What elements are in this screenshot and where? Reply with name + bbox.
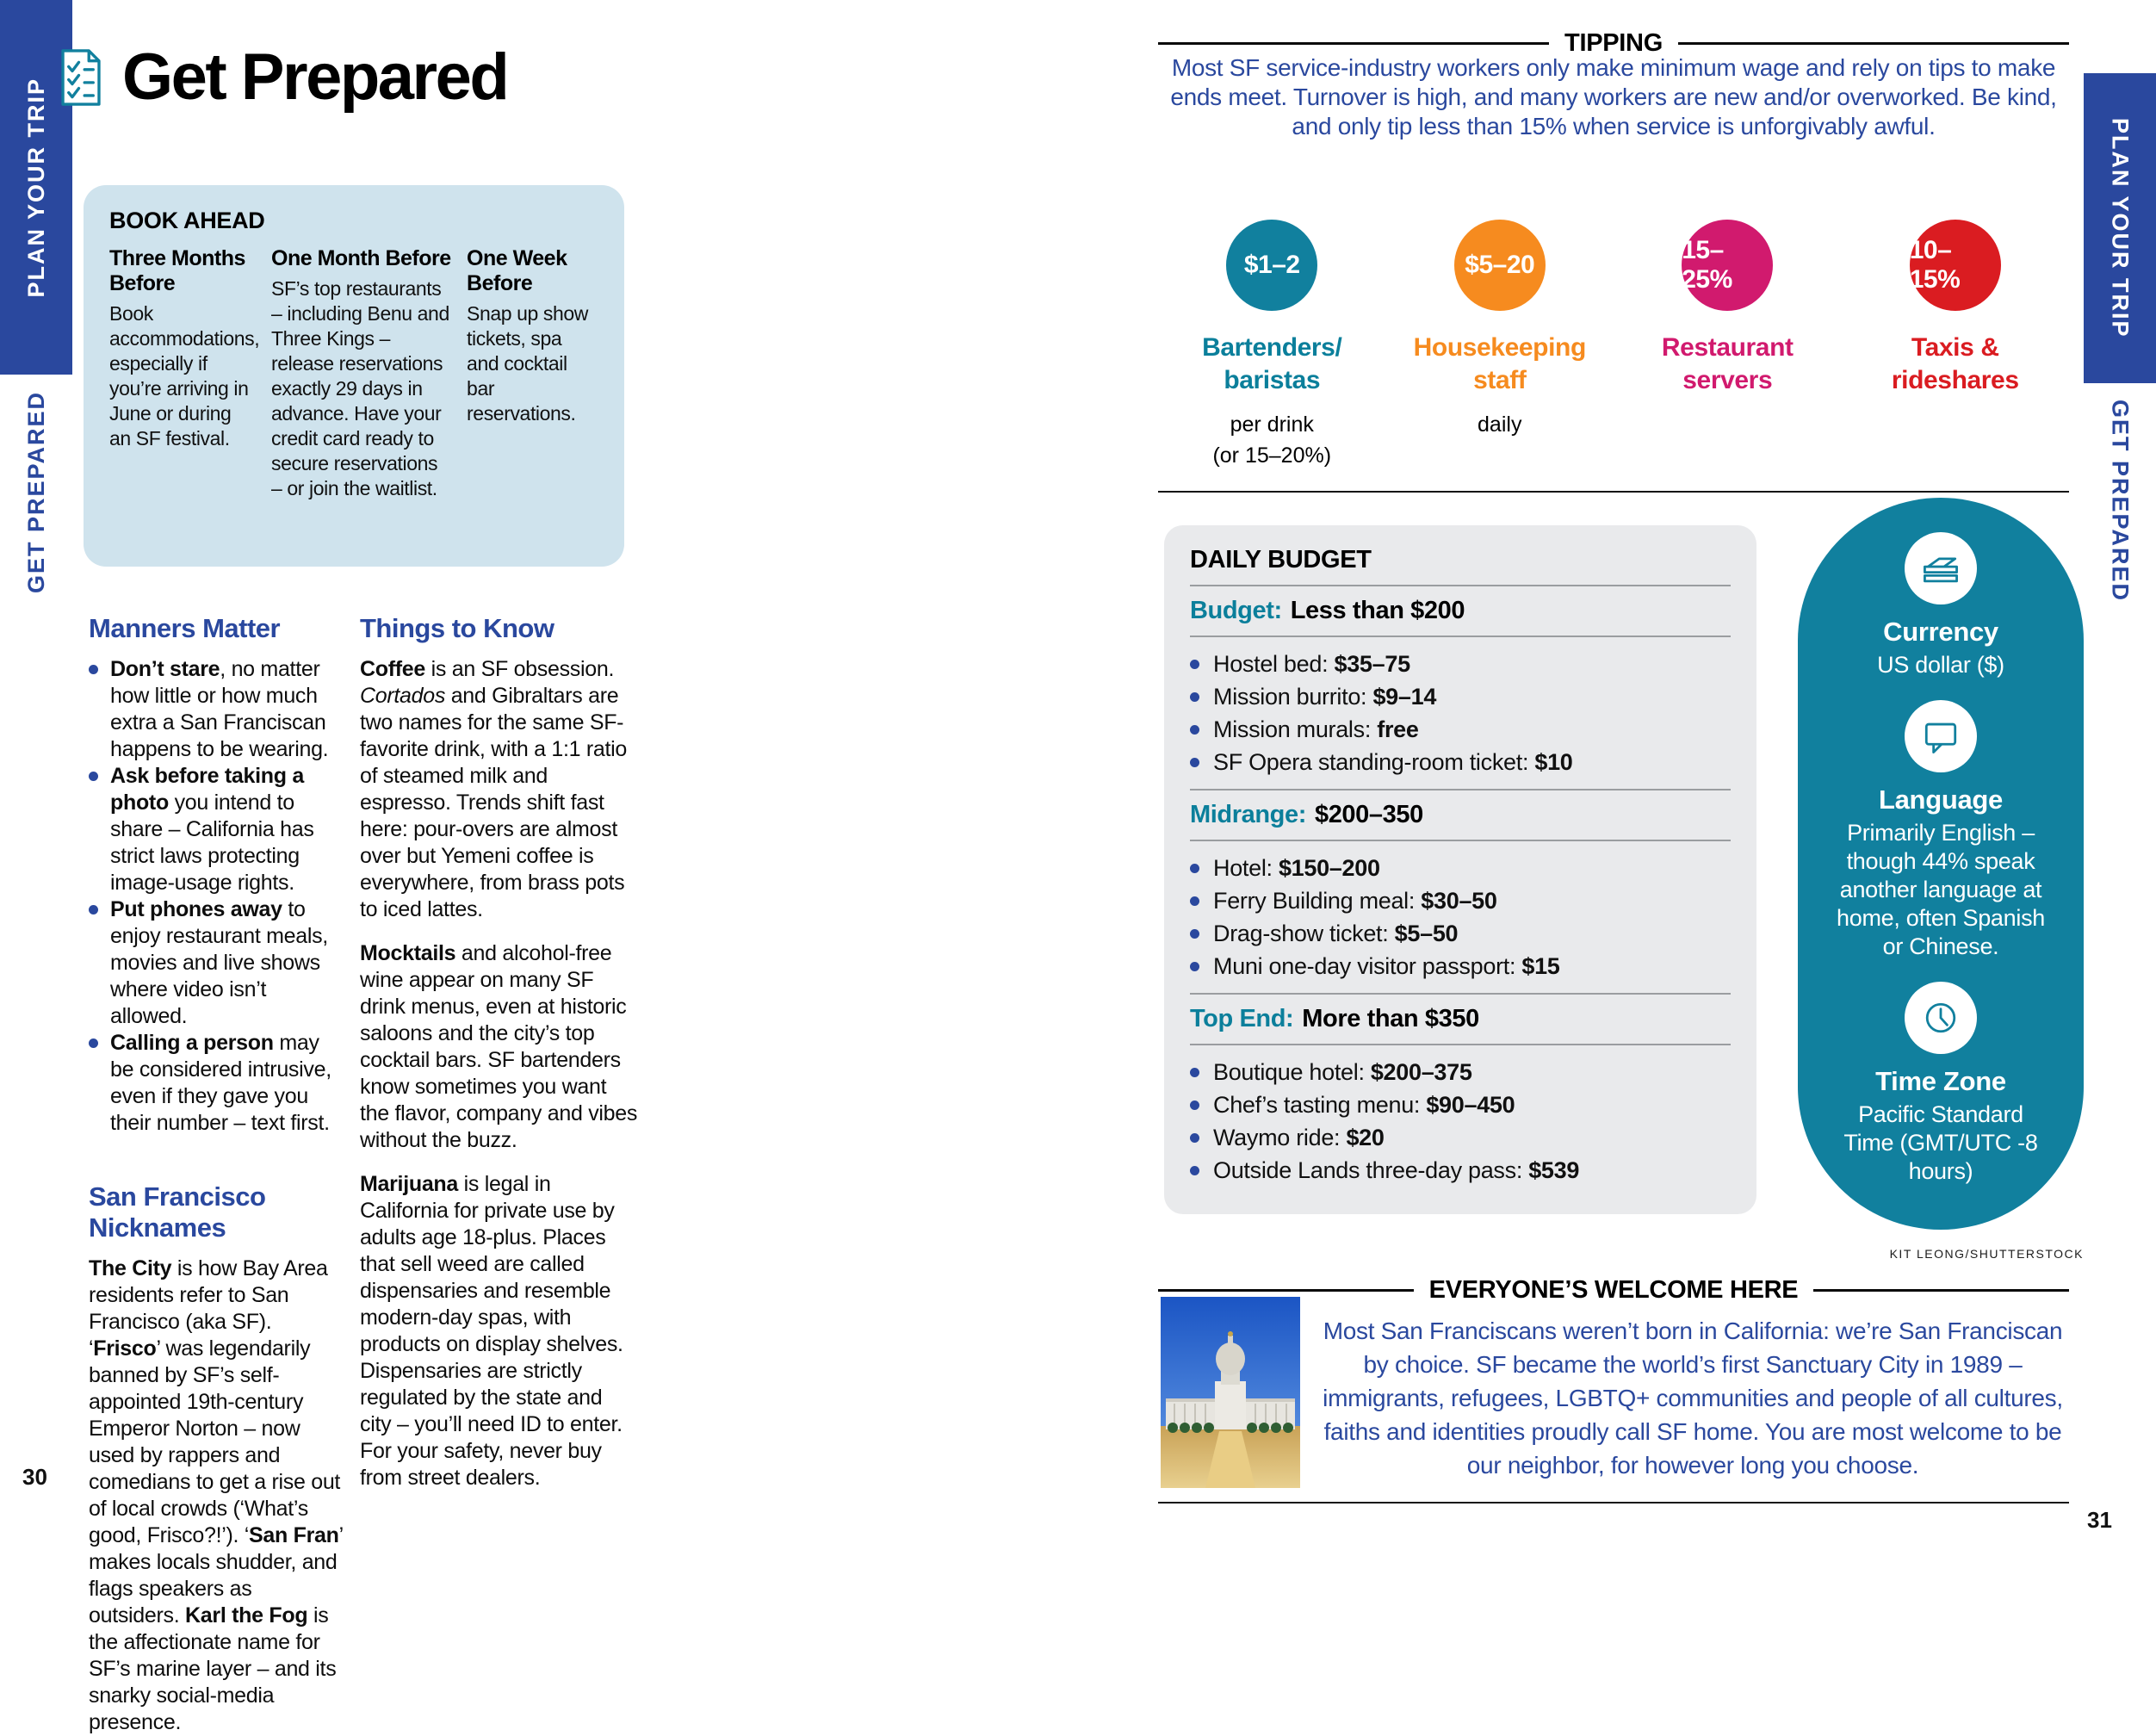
left-section-label: GET PREPARED [22, 391, 49, 594]
speech-bubble-icon [1905, 700, 1977, 772]
bullet-dot [1190, 758, 1199, 767]
book-ahead-col-three-months: Three Months Before Book accommodations, especially if you’re arriving in June or during an SF festival. [109, 246, 260, 450]
list-item: Put phones away to enjoy restaurant meals, movies and live shows where video isn’t allowed. [89, 896, 347, 1030]
rule-line [1813, 1289, 2069, 1292]
tip-label: Taxis & rideshares [1891, 333, 2019, 394]
quick-facts-capsule [1798, 498, 2084, 1230]
daily-budget-title: DAILY BUDGET [1190, 546, 1372, 574]
budget-item: SF Opera standing-room ticket: $10 [1190, 746, 1731, 778]
book-ahead-panel [84, 185, 624, 567]
budget-tier-heading: Top End: More than $350 [1190, 1005, 1479, 1032]
tip-amount-badge: $5–20 [1454, 220, 1546, 311]
divider-line [1190, 636, 1731, 637]
welcome-title: EVERYONE’S WELCOME HERE [1428, 1276, 1799, 1304]
fact-timezone: Time Zone Pacific Standard Time (GMT/UTC -8 hours) [1837, 982, 2044, 1186]
tip-note: daily [1478, 412, 1522, 437]
rule-line [1158, 1289, 1414, 1292]
tip-amount-badge: 15–25% [1682, 220, 1773, 311]
nicknames-paragraph: The City is how Bay Area residents refer to San Francisco (aka SF). ‘Frisco’ was legendarily banned by SF’s self-appointed 19th-century Emperor Norton – now used by rappers and comedians to get a rise out of local crowds (‘What’s good, Frisco?!’). ‘San Fran’ makes locals shudder, and flags speakers as outsiders. Karl the Fog is the affectionate name for SF’s marine layer – and its snarky social-media presence. [89, 1256, 343, 1734]
bullet-dot [1190, 1133, 1199, 1143]
manners-column [89, 613, 347, 1736]
bullet-dot [1190, 864, 1199, 873]
welcome-paragraph: Most San Franciscans weren’t born in California: we’re San Franciscan by choice. SF became the world’s first Sanctuary City in 1989 – immigrants, refugees, LGBTQ+ communities and people of all cultures, faiths and identities proudly call SF home. You are most welcome to be our neighbor, for however long you choose. [1323, 1318, 2063, 1479]
tip-restaurant [1614, 220, 1842, 471]
budget-item: Outside Lands three-day pass: $539 [1190, 1154, 1731, 1187]
budget-item: Muni one-day visitor passport: $15 [1190, 950, 1731, 983]
list-item: Don’t stare, no matter how little or how much extra a San Franciscan happens to be wearing. [89, 656, 347, 763]
fact-currency: Currency US dollar ($) [1877, 532, 2004, 679]
bullet-dot [1190, 962, 1199, 971]
right-tab-label: PLAN YOUR TRIP [2107, 118, 2134, 338]
tip-note: per drink (or 15–20%) [1212, 412, 1332, 468]
divider-line [1158, 491, 2069, 493]
divider-line [1190, 789, 1731, 790]
things-heading: Things to Know [360, 613, 554, 643]
banknotes-icon [1905, 532, 1977, 604]
tip-amount-badge: 10–15% [1910, 220, 2001, 311]
page-title-row [59, 40, 507, 115]
tipping-intro: Most SF service-industry workers only make minimum wage and rely on tips to make ends meet. Turnover is high, and many workers are new and/or overworked. Be kind, and only tip less than 15% when service is unforgivably awful. [1170, 54, 2057, 140]
bullet-dot [1190, 725, 1199, 735]
bullet-dot [89, 665, 98, 674]
budget-item: Chef’s tasting menu: $90–450 [1190, 1088, 1731, 1121]
list-item: Ask before taking a photo you intend to share – California has strict laws protecting image-usage rights. [89, 763, 347, 896]
rule-line [1158, 42, 1549, 45]
divider-line [1190, 840, 1731, 841]
book-ahead-columns [109, 246, 598, 501]
city-hall-photo [1161, 1297, 1300, 1488]
divider-line [1158, 1502, 2069, 1504]
manners-heading: Manners Matter [89, 613, 281, 643]
clock-icon [1905, 982, 1977, 1054]
things-column [360, 613, 639, 1509]
divider-line [1190, 1044, 1731, 1045]
right-section-label: GET PREPARED [2107, 400, 2134, 603]
budget-item: Boutique hotel: $200–375 [1190, 1056, 1731, 1088]
book-ahead-col-one-month: One Month Before SF’s top restaurants – including Benu and Three Kings – release reservations exactly 29 days in advance. Have your credit card ready to secure reservations – or join the waitlist. [271, 246, 451, 499]
bullet-dot [1190, 1166, 1199, 1175]
things-paragraph-mocktails: Mocktails and alcohol-free wine appear on many SF drink menus, even at historic saloons and the city’s top cocktail bars. SF bartenders know sometimes you want the flavor, company and vibes without the buzz. [360, 941, 638, 1152]
tip-amount-badge: $1–2 [1226, 220, 1317, 311]
book-ahead-col-one-week: One Week Before Snap up show tickets, spa and cocktail bar reservations. [467, 246, 589, 425]
bullet-dot [89, 905, 98, 914]
bullet-dot [1190, 1100, 1199, 1110]
checklist-icon [59, 47, 103, 108]
list-item: Calling a person may be considered intrusive, even if they gave you their number – text first. [89, 1030, 347, 1137]
budget-item: Drag-show ticket: $5–50 [1190, 917, 1731, 950]
left-section-tab [0, 389, 72, 596]
rule-line [1678, 42, 2069, 45]
bullet-dot [1190, 929, 1199, 939]
manners-list [89, 656, 347, 1137]
tip-taxis [1842, 220, 2070, 471]
left-tab-label: PLAN YOUR TRIP [22, 77, 49, 298]
bullet-dot [1190, 660, 1199, 669]
divider-line [1190, 993, 1731, 995]
budget-item: Hotel: $150–200 [1190, 852, 1731, 884]
tipping-guide [1158, 220, 2069, 471]
bullet-dot [89, 1038, 98, 1048]
divider-line [1190, 585, 1731, 586]
bullet-dot [89, 772, 98, 781]
tip-label: Restaurant servers [1661, 333, 1794, 394]
bullet-dot [1190, 896, 1199, 906]
tipping-title: TIPPING [1564, 29, 1663, 57]
budget-item: Mission murals: free [1190, 713, 1731, 746]
daily-budget-panel [1164, 525, 1756, 1214]
page-number-right: 31 [2087, 1507, 2112, 1533]
book-ahead-title: BOOK AHEAD [109, 208, 265, 233]
budget-item: Waymo ride: $20 [1190, 1121, 1731, 1154]
bullet-dot [1190, 1068, 1199, 1077]
things-paragraph-marijuana: Marijuana is legal in California for private use by adults age 18-plus. Places that sell weed are called dispensaries and resemble modern-day spas, with products on display shelves. Dispensaries are strictly regulated by the state and city – you’ll need ID to enter. For your safety, never buy from street dealers. [360, 1172, 623, 1490]
right-section-tab [2084, 398, 2156, 604]
page-title: Get Prepared [122, 40, 508, 114]
tip-label: Bartenders/ baristas [1202, 333, 1342, 394]
nicknames-heading: San Francisco Nicknames [89, 1181, 266, 1243]
bullet-dot [1190, 692, 1199, 702]
fact-language: Language Primarily English – though 44% speak another language at home, often Spanish or Chinese. [1828, 700, 2054, 961]
tip-bartenders [1158, 220, 1386, 471]
photo-credit: KIT LEONG/SHUTTERSTOCK [1889, 1247, 2084, 1261]
tip-housekeeping [1386, 220, 1614, 471]
budget-item: Ferry Building meal: $30–50 [1190, 884, 1731, 917]
budget-item: Mission burrito: $9–14 [1190, 680, 1731, 713]
things-paragraph-coffee: Coffee is an SF obsession. Cortados and Gibraltars are two names for the same SF-favorite drink, with a 1:1 ratio of steamed milk and espresso. Trends shift fast here: pour-overs are almost over but Yemeni coffee is everywhere, from brass pots to iced lattes. [360, 657, 627, 921]
page-number-left: 30 [22, 1464, 47, 1490]
budget-tier-heading: Budget: Less than $200 [1190, 597, 1465, 624]
budget-tier-heading: Midrange: $200–350 [1190, 801, 1423, 828]
budget-item: Hostel bed: $35–75 [1190, 648, 1731, 680]
tip-label: Housekeeping staff [1413, 333, 1586, 394]
right-edge-tab [2084, 73, 2156, 383]
